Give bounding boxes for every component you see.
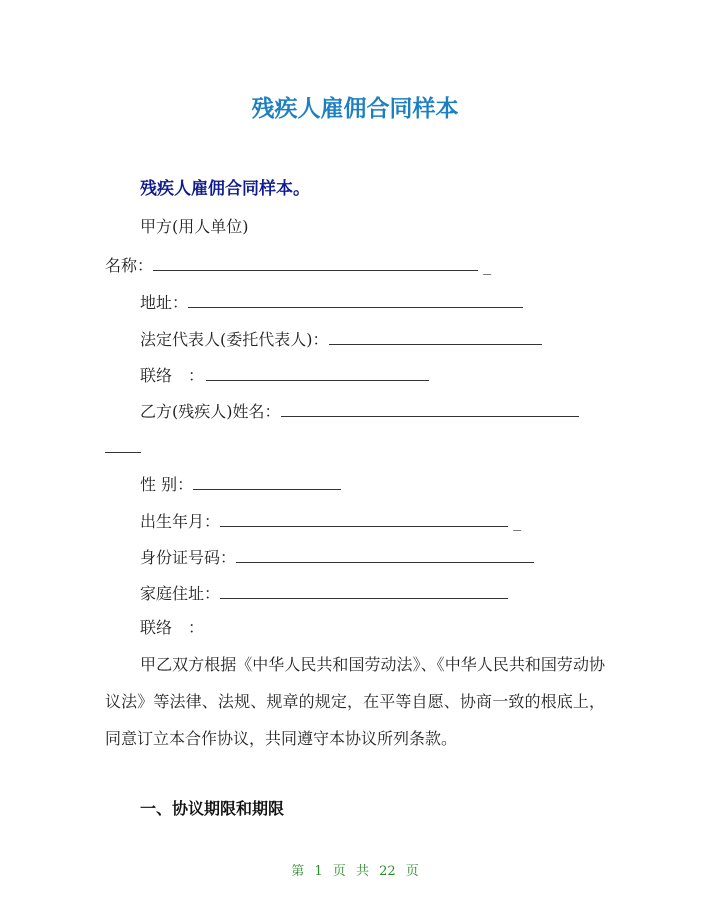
- preamble-text: 甲乙双方根据《中华人民共和国劳动法》、《中华人民共和国劳动协议法》等法律、法规、规章的规定，在平等自愿、协商一致的根底上，同意订立本合作协议，共同遵守本协议所列条款。: [105, 655, 605, 748]
- footer-total-pages: 22: [379, 864, 396, 879]
- contact-b-row: [140, 618, 204, 638]
- id-row: [140, 546, 534, 568]
- party-a-heading: 甲方(用人单位): [140, 217, 249, 236]
- preamble-paragraph: [105, 646, 605, 757]
- footer-prefix: 第: [291, 864, 305, 879]
- address-label: 地址：: [140, 293, 189, 312]
- birth-row: [140, 510, 521, 532]
- gender-blank: [193, 473, 341, 490]
- legal-rep-row: [140, 328, 542, 350]
- name-trailing: _: [483, 256, 492, 275]
- document-subtitle: 残疾人雇佣合同样本。: [140, 179, 310, 199]
- footer-suffix: 页: [405, 864, 419, 879]
- footer-page-number: 1: [314, 864, 323, 879]
- contact-a-blank: [206, 364, 429, 381]
- home-label: 家庭住址：: [140, 584, 221, 603]
- legal-rep-blank: [329, 328, 542, 345]
- birth-blank: [220, 510, 508, 527]
- contact-a-label: 联络 ：: [140, 366, 205, 385]
- legal-rep-label: 法定代表人(委托代表人)：: [140, 330, 329, 349]
- party-b-row: [140, 400, 579, 422]
- birth-label: 出生年月：: [140, 512, 221, 531]
- party-b-blank: [281, 400, 579, 417]
- footer-mid2: 共: [355, 864, 369, 879]
- birth-trailing: _: [513, 512, 522, 531]
- home-blank: [220, 582, 508, 599]
- address-row: [140, 291, 523, 313]
- name-row: [105, 254, 491, 276]
- name-label: 名称：: [105, 256, 154, 275]
- page-footer: [0, 860, 710, 879]
- section-1-heading: 一、协议期限和期限: [140, 799, 285, 818]
- footer-mid1: 页: [332, 864, 346, 879]
- gender-label: 性 别：: [140, 475, 194, 494]
- contact-a-row: [140, 364, 429, 386]
- gender-row: [140, 473, 341, 495]
- home-row: [140, 582, 508, 604]
- party-b-blank-continued: [105, 436, 141, 458]
- address-blank: [188, 291, 523, 308]
- party-b-label: 乙方(残疾人)姓名：: [140, 402, 281, 421]
- id-label: 身份证号码：: [140, 548, 237, 567]
- contact-b-label: 联络 ：: [140, 618, 205, 637]
- id-blank: [236, 546, 534, 563]
- document-title: 残疾人雇佣合同样本: [251, 96, 459, 122]
- name-blank: [153, 254, 478, 271]
